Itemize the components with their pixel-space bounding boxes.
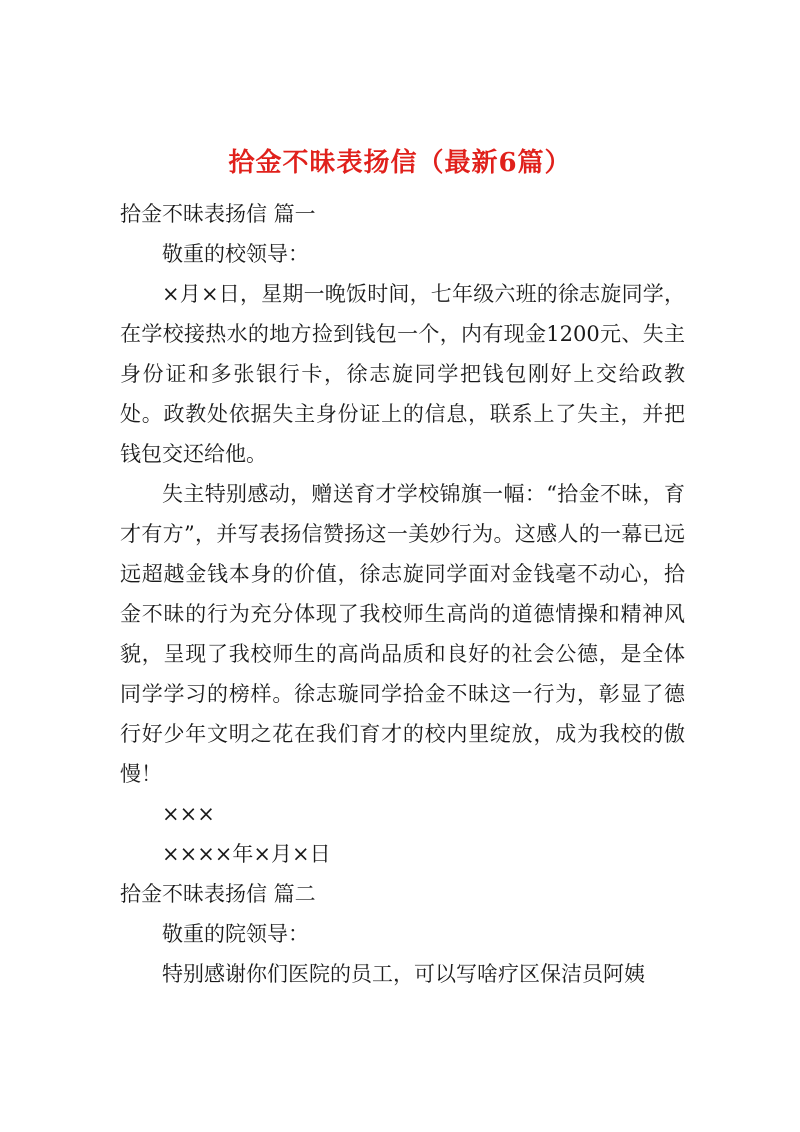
salutation: 敬重的院领导： (162, 922, 309, 946)
body-paragraph: ×月×日，星期一晚饭时间，七年级六班的徐志旋同学，在学校接热水的地方捡到钱包一个，内有现金1200元、失主身份证和多张银行卡，徐志旋同学把钱包刚好上交给政教处。政教处依据失主身份证上的信息，联系上了失主，并把钱包交还给他。 (120, 282, 685, 466)
body-paragraph: 特别感谢你们医院的员工，可以写啥疗区保洁员阿姨 (162, 962, 645, 986)
date: ××××年×月×日 (162, 842, 331, 866)
salutation: 敬重的校领导： (162, 242, 309, 266)
body-paragraph: 失主特别感动，赠送育才学校锦旗一幅：“拾金不昧，育才有方”，并写表扬信赞扬这一美妙行为。这感人的一幕已远远超越金钱本身的价值，徐志旋同学面对金钱毫不动心，拾金不昧的行为充分体现了我校师生高尚的道德情操和精神风貌，呈现了我校师生的高尚品质和良好的社会公德，是全体同学学习的榜样。徐志璇同学拾金不昧这一行为，彰显了德行好少年文明之花在我们育才的校内里绽放，成为我校的傲慢！ (120, 482, 685, 786)
document-title: 拾金不昧表扬信（最新6篇） (228, 148, 572, 179)
section-heading: 拾金不昧表扬信 篇一 (120, 202, 316, 226)
signature: ××× (162, 802, 215, 826)
section-heading: 拾金不昧表扬信 篇二 (120, 882, 316, 906)
document-body (120, 194, 685, 994)
